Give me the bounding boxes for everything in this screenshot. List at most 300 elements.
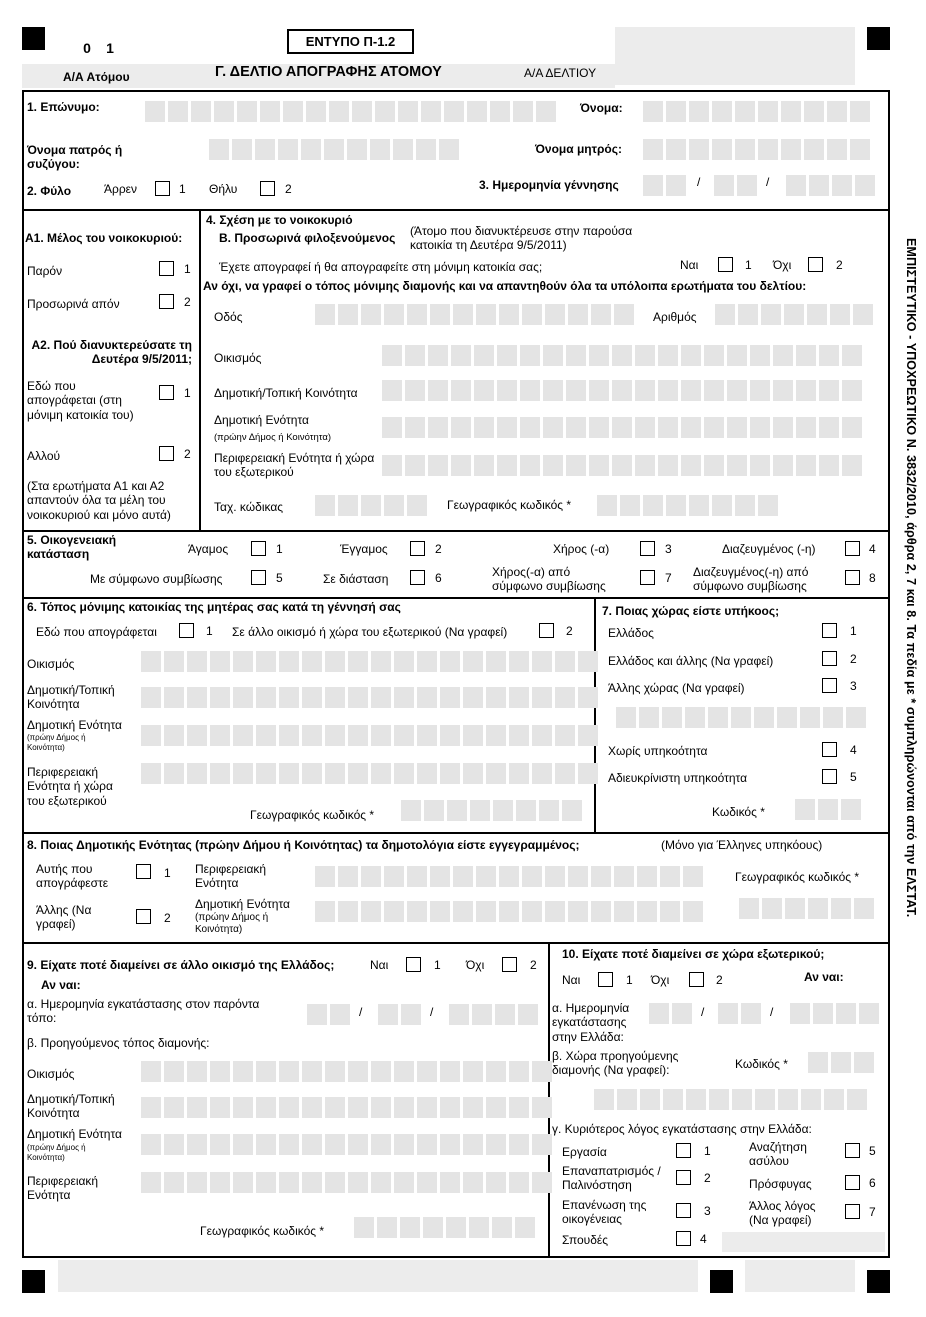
s10-code-boxes[interactable] [808, 1052, 874, 1073]
character-box[interactable] [518, 1004, 538, 1025]
character-box[interactable] [589, 455, 609, 476]
character-box[interactable] [440, 725, 460, 746]
character-box[interactable] [735, 495, 755, 516]
character-box[interactable] [210, 1172, 230, 1193]
character-box[interactable] [555, 687, 575, 708]
character-box[interactable] [532, 763, 552, 784]
character-box[interactable] [451, 380, 471, 401]
character-box[interactable] [472, 1004, 492, 1025]
widowed-partner-checkbox[interactable] [640, 570, 655, 585]
character-box[interactable] [614, 866, 634, 887]
character-box[interactable] [819, 417, 839, 438]
character-box[interactable] [440, 1097, 460, 1118]
character-box[interactable] [819, 455, 839, 476]
character-box[interactable] [683, 866, 703, 887]
character-box[interactable] [256, 687, 276, 708]
character-box[interactable] [164, 1061, 184, 1082]
character-box[interactable] [808, 898, 828, 919]
character-box[interactable] [830, 304, 850, 325]
character-box[interactable] [486, 763, 506, 784]
character-box[interactable] [520, 417, 540, 438]
character-box[interactable] [187, 687, 207, 708]
character-box[interactable] [233, 651, 253, 672]
character-box[interactable] [635, 380, 655, 401]
character-box[interactable] [474, 417, 494, 438]
community-boxes[interactable] [382, 380, 862, 401]
character-box[interactable] [808, 1052, 828, 1073]
character-box[interactable] [256, 763, 276, 784]
character-box[interactable] [417, 687, 437, 708]
character-box[interactable] [819, 345, 839, 366]
character-box[interactable] [325, 1097, 345, 1118]
character-box[interactable] [578, 651, 598, 672]
character-box[interactable] [617, 1089, 637, 1110]
character-box[interactable] [635, 455, 655, 476]
character-box[interactable] [737, 175, 757, 196]
s6-geocode-boxes[interactable] [401, 800, 582, 821]
region-boxes[interactable] [382, 455, 862, 476]
character-box[interactable] [854, 1052, 874, 1073]
character-box[interactable] [578, 725, 598, 746]
character-box[interactable] [463, 1061, 483, 1082]
character-box[interactable] [486, 651, 506, 672]
character-box[interactable] [371, 1061, 391, 1082]
character-box[interactable] [398, 101, 418, 122]
character-box[interactable] [440, 651, 460, 672]
character-box[interactable] [348, 651, 368, 672]
character-box[interactable] [325, 1061, 345, 1082]
character-box[interactable] [532, 651, 552, 672]
character-box[interactable] [469, 1217, 489, 1238]
character-box[interactable] [681, 345, 701, 366]
character-box[interactable] [325, 687, 345, 708]
character-box[interactable] [796, 417, 816, 438]
character-box[interactable] [302, 1172, 322, 1193]
character-box[interactable] [663, 1089, 683, 1110]
character-box[interactable] [773, 455, 793, 476]
character-box[interactable] [643, 495, 663, 516]
mother-name-boxes[interactable] [643, 139, 870, 160]
character-box[interactable] [210, 1134, 230, 1155]
character-box[interactable] [735, 139, 755, 160]
character-box[interactable] [594, 1089, 614, 1110]
character-box[interactable] [384, 304, 404, 325]
character-box[interactable] [712, 139, 732, 160]
character-box[interactable] [348, 725, 368, 746]
character-box[interactable] [800, 707, 820, 728]
character-box[interactable] [750, 417, 770, 438]
character-box[interactable] [658, 455, 678, 476]
character-box[interactable] [566, 345, 586, 366]
character-box[interactable] [210, 725, 230, 746]
character-box[interactable] [233, 1134, 253, 1155]
character-box[interactable] [164, 1172, 184, 1193]
s4-yes-checkbox[interactable] [718, 257, 733, 272]
citizenship-country-boxes[interactable] [616, 707, 866, 728]
character-box[interactable] [486, 1061, 506, 1082]
character-box[interactable] [209, 139, 229, 160]
character-box[interactable] [371, 651, 391, 672]
character-box[interactable] [831, 1052, 851, 1073]
settlement-boxes[interactable] [382, 345, 862, 366]
character-box[interactable] [495, 1004, 515, 1025]
character-box[interactable] [620, 495, 640, 516]
s10-day-boxes[interactable] [649, 1003, 692, 1024]
reason-other-writein[interactable] [722, 1232, 885, 1252]
character-box[interactable] [819, 380, 839, 401]
character-box[interactable] [566, 417, 586, 438]
character-box[interactable] [405, 455, 425, 476]
character-box[interactable] [302, 763, 322, 784]
character-box[interactable] [371, 763, 391, 784]
character-box[interactable] [307, 1004, 327, 1025]
character-box[interactable] [352, 101, 372, 122]
character-box[interactable] [325, 725, 345, 746]
character-box[interactable] [683, 901, 703, 922]
s6-community-boxes[interactable] [141, 687, 598, 708]
s8-geocode-boxes[interactable] [739, 898, 874, 919]
father-name-boxes[interactable] [209, 139, 459, 160]
character-box[interactable] [568, 901, 588, 922]
character-box[interactable] [681, 380, 701, 401]
character-box[interactable] [348, 1097, 368, 1118]
character-box[interactable] [361, 901, 381, 922]
character-box[interactable] [859, 1003, 879, 1024]
character-box[interactable] [739, 898, 759, 919]
character-box[interactable] [741, 1003, 761, 1024]
character-box[interactable] [612, 380, 632, 401]
character-box[interactable] [637, 866, 657, 887]
character-box[interactable] [520, 455, 540, 476]
character-box[interactable] [850, 139, 870, 160]
character-box[interactable] [578, 763, 598, 784]
character-box[interactable] [302, 1134, 322, 1155]
person-digit-box[interactable]: 1 [100, 38, 120, 59]
character-box[interactable] [539, 800, 559, 821]
character-box[interactable] [453, 866, 473, 887]
citizenship-greece-other-checkbox[interactable] [822, 651, 837, 666]
character-box[interactable] [417, 1097, 437, 1118]
character-box[interactable] [453, 901, 473, 922]
character-box[interactable] [543, 380, 563, 401]
character-box[interactable] [279, 763, 299, 784]
s9-day-boxes[interactable] [307, 1004, 350, 1025]
character-box[interactable] [750, 345, 770, 366]
character-box[interactable] [591, 304, 611, 325]
character-box[interactable] [591, 901, 611, 922]
birth-year-boxes[interactable] [786, 175, 875, 196]
character-box[interactable] [850, 101, 870, 122]
character-box[interactable] [382, 417, 402, 438]
s9-year-boxes[interactable] [449, 1004, 538, 1025]
reason-repatriation-checkbox[interactable] [676, 1170, 691, 1185]
character-box[interactable] [532, 1172, 552, 1193]
stateless-checkbox[interactable] [822, 742, 837, 757]
s10-month-boxes[interactable] [718, 1003, 761, 1024]
character-box[interactable] [497, 417, 517, 438]
character-box[interactable] [338, 901, 358, 922]
character-box[interactable] [382, 455, 402, 476]
character-box[interactable] [354, 1217, 374, 1238]
character-box[interactable] [141, 1172, 161, 1193]
character-box[interactable] [361, 866, 381, 887]
character-box[interactable] [329, 101, 349, 122]
character-box[interactable] [394, 1061, 414, 1082]
character-box[interactable] [233, 725, 253, 746]
character-box[interactable] [616, 707, 636, 728]
character-box[interactable] [612, 417, 632, 438]
s8-this-checkbox[interactable] [136, 864, 151, 879]
character-box[interactable] [347, 139, 367, 160]
character-box[interactable] [233, 1097, 253, 1118]
character-box[interactable] [394, 1134, 414, 1155]
character-box[interactable] [731, 707, 751, 728]
character-box[interactable] [187, 1061, 207, 1082]
character-box[interactable] [400, 1217, 420, 1238]
character-box[interactable] [842, 455, 862, 476]
s10-country-boxes[interactable] [594, 1089, 867, 1110]
reason-other-checkbox[interactable] [845, 1204, 860, 1219]
character-box[interactable] [715, 304, 735, 325]
character-box[interactable] [384, 901, 404, 922]
character-box[interactable] [301, 139, 321, 160]
character-box[interactable] [417, 1134, 437, 1155]
character-box[interactable] [164, 763, 184, 784]
character-box[interactable] [463, 651, 483, 672]
character-box[interactable] [444, 101, 464, 122]
character-box[interactable] [509, 651, 529, 672]
reason-studies-checkbox[interactable] [676, 1231, 691, 1246]
character-box[interactable] [666, 139, 686, 160]
character-box[interactable] [493, 800, 513, 821]
character-box[interactable] [832, 175, 852, 196]
character-box[interactable] [795, 799, 815, 820]
partnership-checkbox[interactable] [251, 570, 266, 585]
character-box[interactable] [348, 763, 368, 784]
character-box[interactable] [522, 304, 542, 325]
character-box[interactable] [407, 901, 427, 922]
character-box[interactable] [330, 1004, 350, 1025]
character-box[interactable] [704, 345, 724, 366]
character-box[interactable] [453, 304, 473, 325]
character-box[interactable] [141, 1097, 161, 1118]
character-box[interactable] [440, 687, 460, 708]
character-box[interactable] [451, 417, 471, 438]
character-box[interactable] [463, 1134, 483, 1155]
character-box[interactable] [578, 687, 598, 708]
character-box[interactable] [727, 380, 747, 401]
character-box[interactable] [394, 687, 414, 708]
character-box[interactable] [689, 495, 709, 516]
citizenship-greece-checkbox[interactable] [822, 623, 837, 638]
s7-code-boxes[interactable] [795, 799, 861, 820]
character-box[interactable] [338, 304, 358, 325]
character-box[interactable] [474, 455, 494, 476]
character-box[interactable] [589, 417, 609, 438]
character-box[interactable] [302, 1061, 322, 1082]
character-box[interactable] [401, 800, 421, 821]
reason-work-checkbox[interactable] [676, 1143, 691, 1158]
character-box[interactable] [827, 101, 847, 122]
character-box[interactable] [187, 1097, 207, 1118]
character-box[interactable] [689, 139, 709, 160]
character-box[interactable] [407, 866, 427, 887]
character-box[interactable] [463, 687, 483, 708]
character-box[interactable] [394, 725, 414, 746]
character-box[interactable] [302, 687, 322, 708]
character-box[interactable] [643, 139, 663, 160]
character-box[interactable] [532, 1097, 552, 1118]
widowed-checkbox[interactable] [640, 541, 655, 556]
character-box[interactable] [532, 725, 552, 746]
character-box[interactable] [842, 380, 862, 401]
character-box[interactable] [210, 651, 230, 672]
character-box[interactable] [371, 725, 391, 746]
single-checkbox[interactable] [251, 541, 266, 556]
character-box[interactable] [371, 1134, 391, 1155]
character-box[interactable] [255, 139, 275, 160]
character-box[interactable] [497, 380, 517, 401]
character-box[interactable] [522, 901, 542, 922]
present-checkbox[interactable] [159, 261, 174, 276]
male-checkbox[interactable] [155, 181, 170, 196]
character-box[interactable] [568, 304, 588, 325]
character-box[interactable] [660, 901, 680, 922]
character-box[interactable] [635, 417, 655, 438]
character-box[interactable] [256, 1097, 276, 1118]
character-box[interactable] [681, 417, 701, 438]
character-box[interactable] [818, 799, 838, 820]
character-box[interactable] [394, 763, 414, 784]
female-checkbox[interactable] [260, 181, 275, 196]
character-box[interactable] [394, 1172, 414, 1193]
character-box[interactable] [279, 1134, 299, 1155]
character-box[interactable] [164, 651, 184, 672]
character-box[interactable] [449, 1004, 469, 1025]
character-box[interactable] [532, 1134, 552, 1155]
character-box[interactable] [476, 901, 496, 922]
character-box[interactable] [841, 799, 861, 820]
character-box[interactable] [232, 139, 252, 160]
character-box[interactable] [256, 1134, 276, 1155]
s9-community-boxes[interactable] [141, 1097, 552, 1118]
reason-asylum-checkbox[interactable] [845, 1143, 860, 1158]
character-box[interactable] [423, 1217, 443, 1238]
character-box[interactable] [467, 101, 487, 122]
a2-here-checkbox[interactable] [159, 385, 174, 400]
character-box[interactable] [325, 651, 345, 672]
character-box[interactable] [283, 101, 303, 122]
character-box[interactable] [302, 1097, 322, 1118]
character-box[interactable] [773, 380, 793, 401]
character-box[interactable] [555, 725, 575, 746]
absent-checkbox[interactable] [159, 294, 174, 309]
character-box[interactable] [348, 1172, 368, 1193]
character-box[interactable] [417, 763, 437, 784]
character-box[interactable] [718, 1003, 738, 1024]
character-box[interactable] [499, 866, 519, 887]
character-box[interactable] [536, 101, 556, 122]
character-box[interactable] [428, 345, 448, 366]
character-box[interactable] [233, 1172, 253, 1193]
character-box[interactable] [191, 101, 211, 122]
s9-geocode-boxes[interactable] [354, 1217, 535, 1238]
character-box[interactable] [451, 345, 471, 366]
character-box[interactable] [375, 101, 395, 122]
character-box[interactable] [394, 1097, 414, 1118]
character-box[interactable] [279, 1172, 299, 1193]
character-box[interactable] [348, 1061, 368, 1082]
character-box[interactable] [515, 1217, 535, 1238]
character-box[interactable] [430, 304, 450, 325]
character-box[interactable] [141, 687, 161, 708]
character-box[interactable] [497, 455, 517, 476]
character-box[interactable] [754, 707, 774, 728]
person-digit-box[interactable]: 0 [77, 38, 97, 59]
character-box[interactable] [430, 866, 450, 887]
character-box[interactable] [509, 687, 529, 708]
character-box[interactable] [279, 687, 299, 708]
character-box[interactable] [750, 380, 770, 401]
character-box[interactable] [325, 1172, 345, 1193]
character-box[interactable] [256, 1061, 276, 1082]
character-box[interactable] [786, 175, 806, 196]
character-box[interactable] [827, 139, 847, 160]
married-checkbox[interactable] [410, 541, 425, 556]
character-box[interactable] [187, 651, 207, 672]
character-box[interactable] [361, 304, 381, 325]
character-box[interactable] [486, 687, 506, 708]
character-box[interactable] [704, 380, 724, 401]
character-box[interactable] [428, 417, 448, 438]
character-box[interactable] [543, 417, 563, 438]
character-box[interactable] [709, 1089, 729, 1110]
s6-unit-boxes[interactable] [141, 725, 598, 746]
character-box[interactable] [279, 725, 299, 746]
character-box[interactable] [338, 495, 358, 516]
character-box[interactable] [393, 139, 413, 160]
s4-no-checkbox[interactable] [808, 257, 823, 272]
character-box[interactable] [689, 101, 709, 122]
character-box[interactable] [568, 866, 588, 887]
character-box[interactable] [727, 345, 747, 366]
character-box[interactable] [639, 707, 659, 728]
unknown-citizenship-checkbox[interactable] [822, 769, 837, 784]
character-box[interactable] [407, 304, 427, 325]
character-box[interactable] [168, 101, 188, 122]
character-box[interactable] [279, 651, 299, 672]
character-box[interactable] [809, 175, 829, 196]
character-box[interactable] [417, 651, 437, 672]
character-box[interactable] [658, 380, 678, 401]
character-box[interactable] [279, 1061, 299, 1082]
character-box[interactable] [712, 495, 732, 516]
character-box[interactable] [382, 345, 402, 366]
character-box[interactable] [562, 800, 582, 821]
s10-year-boxes[interactable] [790, 1003, 879, 1024]
character-box[interactable] [470, 800, 490, 821]
character-box[interactable] [750, 455, 770, 476]
reason-refugee-checkbox[interactable] [845, 1175, 860, 1190]
character-box[interactable] [187, 1172, 207, 1193]
s10-yes-checkbox[interactable] [598, 972, 613, 987]
character-box[interactable] [855, 175, 875, 196]
character-box[interactable] [233, 1061, 253, 1082]
character-box[interactable] [555, 651, 575, 672]
character-box[interactable] [704, 417, 724, 438]
character-box[interactable] [758, 101, 778, 122]
character-box[interactable] [735, 101, 755, 122]
